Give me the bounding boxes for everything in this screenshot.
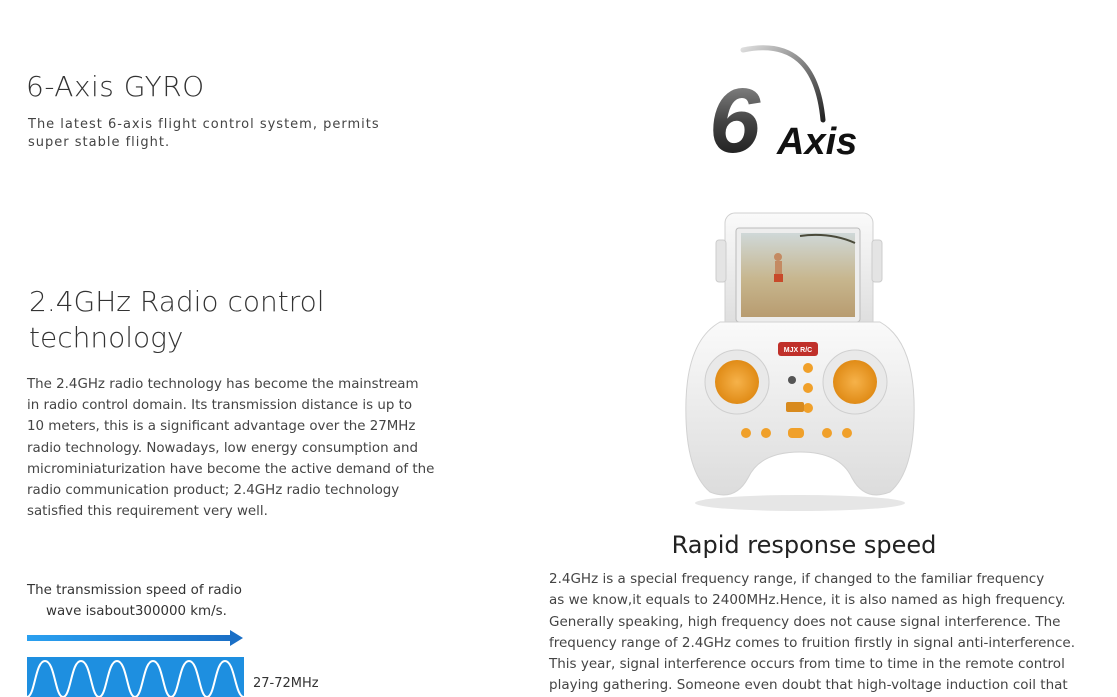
center-button-2 xyxy=(803,383,813,393)
radio-paragraph xyxy=(27,374,477,522)
left-joystick xyxy=(715,360,759,404)
trim-button-4 xyxy=(822,428,832,438)
rapid-paragraph-line: Generally speaking, high frequency does not cause signal interference. The xyxy=(549,613,1061,630)
six-axis-logo xyxy=(705,40,885,165)
radio-paragraph-line: 10 meters, this is a significant advantage over the 27MHz xyxy=(27,419,416,435)
center-button-1 xyxy=(803,363,813,373)
radio-title: 2.4GHz Radio control technology xyxy=(29,285,325,354)
radio-paragraph-line: satisfied this requirement very well. xyxy=(27,504,268,520)
screen-child-shorts xyxy=(774,274,783,282)
rapid-paragraph-line: as we know,it equals to 2400MHz.Hence, it is also named as high frequency. xyxy=(549,592,1066,609)
right-joystick xyxy=(833,360,877,404)
radio-paragraph-line: radio communication product; 2.4GHz radio technology xyxy=(27,483,400,499)
rapid-title: Rapid response speed xyxy=(671,531,937,559)
side-button-left xyxy=(716,240,726,282)
trim-button-3 xyxy=(788,428,804,438)
center-button-3 xyxy=(803,403,813,413)
radio-paragraph-line: radio technology. Nowadays, low energy consumption and xyxy=(27,440,419,456)
wave-frequency-label: 27-72MHz xyxy=(253,676,319,691)
side-button-right xyxy=(872,240,882,282)
speed-line-1: The transmission speed of radio xyxy=(27,583,242,598)
gyro-subtitle: The latest 6-axis flight control system, permits super stable flight. xyxy=(28,117,380,150)
transmission-speed-note xyxy=(27,580,267,622)
controller-shadow xyxy=(695,495,905,511)
direction-arrow-icon xyxy=(27,629,245,647)
radio-wave-graphic xyxy=(27,657,244,697)
trim-button-5 xyxy=(842,428,852,438)
screen-child-head xyxy=(774,253,782,261)
brand-text: MJX R/C xyxy=(783,347,813,354)
logo-word: Axis xyxy=(777,121,858,163)
power-led xyxy=(788,376,796,384)
logo-number: 6 xyxy=(709,70,761,165)
rapid-paragraph-line: 2.4GHz is a special frequency range, if changed to the familiar frequency xyxy=(549,571,1045,587)
trim-button-1 xyxy=(741,428,751,438)
radio-paragraph-line: in radio control domain. Its transmission distance is up to xyxy=(27,398,413,414)
radio-paragraph-line: The 2.4GHz radio technology has become the mainstream xyxy=(27,377,419,392)
rapid-paragraph-line: playing gathering. Someone even doubt that high-voltage induction coil that xyxy=(549,677,1068,694)
trim-button-2 xyxy=(761,428,771,438)
rapid-paragraph xyxy=(549,569,1111,697)
screen-image xyxy=(741,233,855,317)
rapid-paragraph-line: frequency range of 2.4GHz comes to fruition firstly in signal anti-interference. xyxy=(549,634,1076,651)
speed-line-2: wave isabout300000 km/s. xyxy=(46,604,227,619)
gyro-title: 6-Axis GYRO xyxy=(26,70,205,103)
radio-paragraph-line: microminiaturization have become the active demand of the xyxy=(27,461,435,477)
power-switch xyxy=(786,402,804,412)
screen-child-body xyxy=(775,261,782,276)
rapid-paragraph-line: This year, signal interference occurs from time to time in the remote control xyxy=(549,656,1065,673)
controller-illustration xyxy=(680,210,920,515)
